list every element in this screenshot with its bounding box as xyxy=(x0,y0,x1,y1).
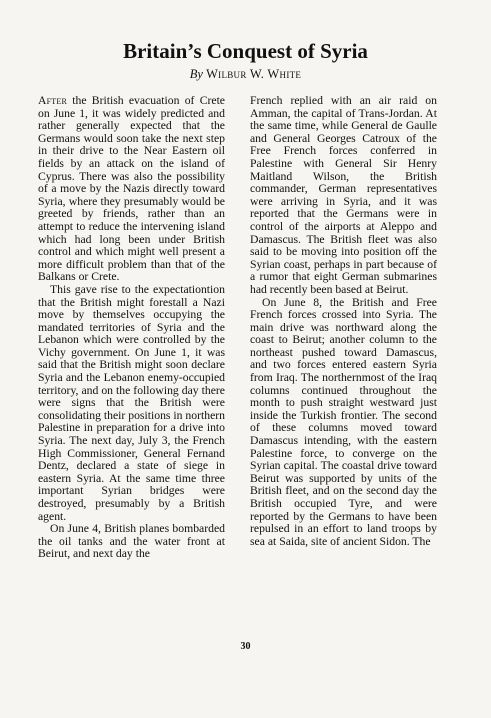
article-title: Britain’s Conquest of Syria xyxy=(123,39,368,63)
paragraph: This gave rise to the expectationtion that the British might forestall a Nazi move by themselves occupying the mandated territories of Syria and the Lebanon which were controlled by the Vichy government. On June 1, it was said that the British might soon declare Syria and the Lebanon enemy-occupied territory, and on the following day there were signs that the British were consolidating their positions in northern Palestine in preparation for a drive into Syria. The next day, July 3, the French High Commissioner, General Fernand Dentz, declared a state of siege in eastern Syria. At the same time three important Syrian bridges were destroyed, presumably by a British agent. xyxy=(38,282,225,523)
byline-author: Wilbur W. White xyxy=(206,67,302,81)
page-number: 30 xyxy=(240,641,251,652)
byline-prefix: By xyxy=(189,67,207,81)
article-byline xyxy=(0,66,491,82)
paragraph xyxy=(38,95,225,284)
paragraph: On June 4, British planes bombarded the oil tanks and the water front at Beirut, and next day the xyxy=(38,522,225,561)
paragraph: On June 8, the British and Free French forces crossed into Syria. The main drive was northward along the coast to Beirut; another column to the northeast pushed toward Damascus, and two forces entered eastern Syria from Iraq. The northernmost of the Iraq columns continued throughout the month to push straight westward just inside the Turkish frontier. The second of these columns moved toward Damascus intending, with the eastern Palestine force, to converge on the Syrian capital. The coastal drive toward Beirut was supported by units of the British fleet, and on the second day the British occupied Tyre, and were reported by the Germans to have been repulsed in an effort to land troops by sea at Saida, site of ancient Sidon. The xyxy=(250,295,437,548)
left-column xyxy=(38,95,225,561)
right-column xyxy=(250,95,437,548)
paragraph-text: the British evacuation of Crete on June 1, it was widely predicted and rather generally expected that the Germans would soon take the next step in their drive to the Near Eastern oil fields by an attack on the island of Cyprus. There was also the possibility of a move by the Nazis directly toward Syria, where they presumably would be greeted by friends, rather than an attempt to reduce the intervening island which had long been under British control and which might well present a more difficult problem than that of the Balkans or Crete. xyxy=(38,94,225,284)
paragraph-lead-word: After xyxy=(38,94,67,107)
paragraph: French replied with an air raid on Amman, the capital of Trans-Jordan. At the same time, while General de Gaulle and General Georges Catroux of the Free French forces conferred in Palestine with General Sir Henry Maitland Wilson, the British commander, German representatives were arriving in Syria, and it was reported that the Germans were in control of the airports at Aleppo and Damascus. The British fleet was also said to be moving into position off the Syrian coast, perhaps in part because of a rumor that eight German submarines had recently been based at Beirut. xyxy=(250,94,437,296)
